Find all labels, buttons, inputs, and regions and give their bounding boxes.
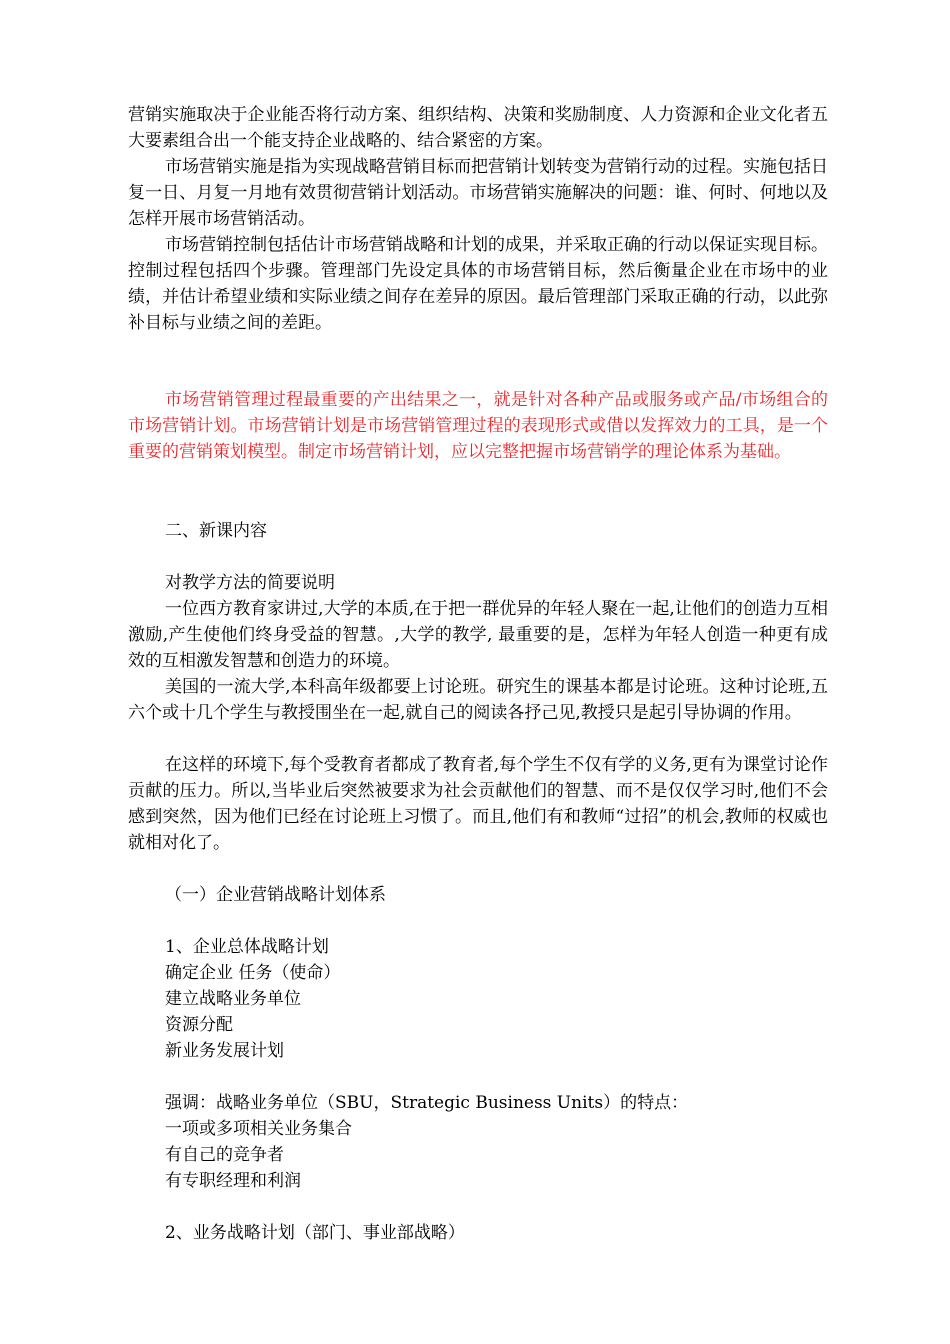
emphasis-sbu-line: 一项或多项相关业务集合 [165, 1119, 352, 1139]
teaching-method-title: 对教学方法的简要说明 [165, 573, 335, 593]
item-corporate-strategy-line: 建立战略业务单位 [165, 989, 301, 1009]
paragraph-marketing-implementation: 市场营销实施是指为实现战略营销目标而把营销计划转变为营销行动的过程。实施包括日复一日、月复一月地有效贯彻营销计划活动。市场营销实施解决的问题：谁、何时、何地以及怎样开展市场营销活动。 [128, 157, 828, 229]
item-corporate-strategy-line: 新业务发展计划 [165, 1041, 284, 1061]
paragraph-implementation-factors: 营销实施取决于企业能否将行动方案、组织结构、决策和奖励制度、人力资源和企业文化者五大要素组合出一个能支持企业战略的、结合紧密的方案。 [128, 105, 828, 151]
paragraph-seminar-classes: 美国的一流大学,本科高年级都要上讨论班。研究生的课基本都是讨论班。这种讨论班,五六个或十几个学生与教授围坐在一起,就自己的阅读各抒己见,教授只是起引导协调的作用。 [128, 677, 828, 723]
paragraph-learning-environment: 在这样的环境下,每个受教育者都成了教育者,每个学生不仅有学的义务,更有为课堂讨论作贡献的压力。所以,当毕业后突然被要求为社会贡献他们的智慧、而不是仅仅学习时,他们不会感到突然，因为他们已经在讨论班上习惯了。而且,他们有和教师“过招”的机会,教师的权威也就相对化了。 [128, 755, 828, 853]
emphasis-sbu-title: 强调：战略业务单位（SBU，Strategic Business Units）的特点： [165, 1093, 689, 1113]
paragraph-marketing-control: 市场营销控制包括估计市场营销战略和计划的成果，并采取正确的行动以保证实现目标。控制过程包括四个步骤。管理部门先设定具体的市场营销目标，然后衡量企业在市场中的业绩，并估计希望业绩和实际业绩之间存在差异的原因。最后管理部门采取正确的行动，以此弥补目标与业绩之间的差距。 [128, 235, 828, 333]
item-business-strategy-title: 2、业务战略计划（部门、事业部战略） [165, 1223, 465, 1243]
paragraph-marketing-plan-highlight: 市场营销管理过程最重要的产出结果之一，就是针对各种产品或服务或产品/市场组合的市场营销计划。市场营销计划是市场营销管理过程的表现形式或借以发挥效力的工具，是一个重要的营销策划模型。制定市场营销计划，应以完整把握市场营销学的理论体系为基础。 [128, 390, 828, 462]
section-strategy-system-title: （一）企业营销战略计划体系 [165, 885, 386, 905]
heading-new-content: 二、新课内容 [165, 521, 267, 541]
paragraph-university-essence: 一位西方教育家讲过,大学的本质,在于把一群优异的年轻人聚在一起,让他们的创造力互相激励,产生使他们终身受益的智慧。,大学的教学, 最重要的是，怎样为年轻人创造一种更有成效的互相激发智慧和创造力的环境。 [128, 599, 828, 671]
item-corporate-strategy-title: 1、企业总体战略计划 [165, 937, 329, 957]
item-corporate-strategy-line: 资源分配 [165, 1015, 233, 1035]
emphasis-sbu-line: 有自己的竞争者 [165, 1145, 284, 1165]
item-corporate-strategy-line: 确定企业 任务（使命） [165, 963, 341, 983]
emphasis-sbu-line: 有专职经理和利润 [165, 1171, 301, 1191]
